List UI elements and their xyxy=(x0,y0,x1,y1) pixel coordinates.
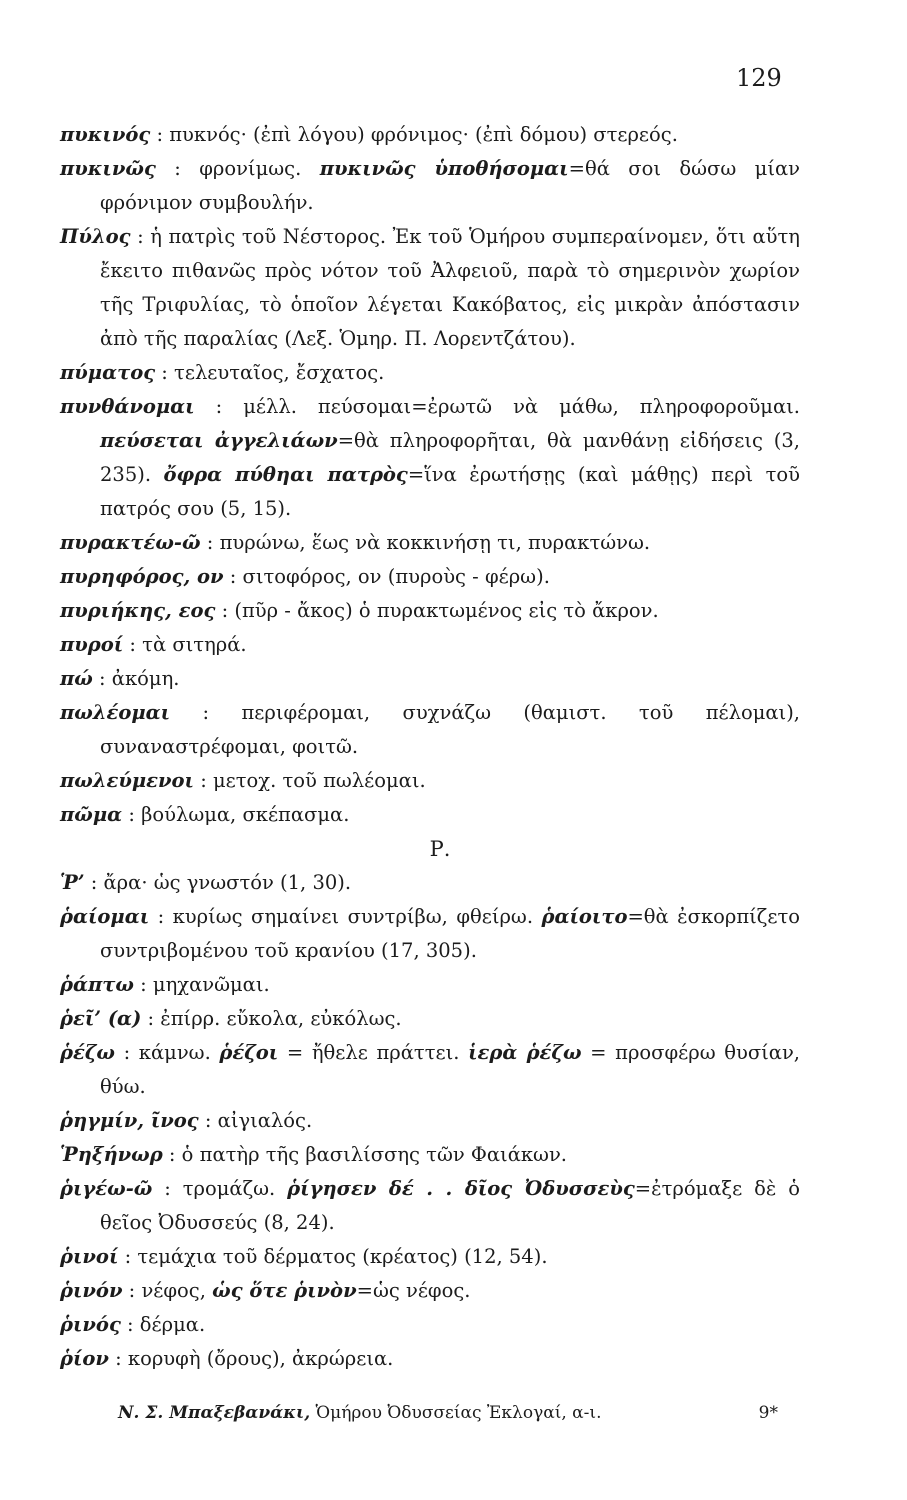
definition: : αἰγιαλός. xyxy=(198,1109,313,1132)
definition: : ἀκόμη. xyxy=(92,667,180,690)
entry-rinos xyxy=(60,1308,800,1342)
entry-pynthanomai xyxy=(60,390,800,526)
entry-pykinos xyxy=(60,118,800,152)
definition: : τεμάχια τοῦ δέρματος (κρέατος) (12, 54). xyxy=(118,1245,548,1268)
quotation: ῥέζοι xyxy=(219,1041,279,1064)
definition: =θὰ ἐσκορπίζετο συντριβομένου τοῦ κρανίου (17, 305). xyxy=(100,905,800,962)
entry-poleumenoi xyxy=(60,764,800,798)
headword: πυροί xyxy=(60,633,124,656)
footer-author: Ν. Σ. Μπαξεβανάκι, xyxy=(118,1403,311,1423)
entry-pylos xyxy=(60,220,800,356)
definition: : τελευταῖος, ἔσχατος. xyxy=(155,361,385,384)
headword: πυρηφόρος, ον xyxy=(60,565,224,588)
headword: ῥινοί xyxy=(60,1245,119,1268)
headword: ῥινός xyxy=(60,1313,121,1336)
definition: =ὡς νέφος. xyxy=(356,1279,471,1302)
definition: : τρομάζω. xyxy=(152,1177,288,1200)
quotation: ὡς ὅτε ῥινὸν xyxy=(212,1279,357,1302)
entry-rexenor xyxy=(60,1138,800,1172)
headword: πυριήκης, εος xyxy=(60,599,216,622)
quotation: ῥίγησεν δέ . . δῖος Ὀδυσσεὺς xyxy=(287,1177,635,1200)
quotation: πεύσεται ἀγγελιάων xyxy=(100,429,338,452)
definition: : περιφέρομαι, συχνάζω (θαμιστ. τοῦ πέλομαι), συναναστρέφομαι, φοιτῶ. xyxy=(100,701,800,758)
definition: : κυρίως σημαίνει συντρίβω, φθείρω. xyxy=(149,905,542,928)
headword: ῥεῖ’ (α) xyxy=(60,1007,142,1030)
definition: =θά σοι δώσω μίαν φρόνιμον συμβουλήν. xyxy=(100,157,801,214)
headword: Ῥηξήνωρ xyxy=(60,1143,163,1166)
entry-rigeo xyxy=(60,1172,800,1240)
definition: : τὰ σιτηρά. xyxy=(123,633,247,656)
headword: ῥέζω xyxy=(60,1041,115,1064)
definition: = προσφέρω θυσίαν, θύω. xyxy=(100,1041,800,1098)
headword: πυκινῶς xyxy=(60,157,156,180)
definition: : σιτοφόρος, ον (πυροὺς - φέρω). xyxy=(223,565,550,588)
definition: : νέφος, xyxy=(122,1279,213,1302)
definition: : φρονίμως. xyxy=(155,157,320,180)
headword: Πύλος xyxy=(60,225,131,248)
headword: πωλεύμενοι xyxy=(60,769,194,792)
definition: : ἡ πατρὶς τοῦ Νέστορος. Ἐκ τοῦ Ὁμήρου συμπεραίνομεν, ὅτι αὕτη ἔκειτο πιθανῶς πρὸς νότον τοῦ Ἀλφειοῦ, παρὰ τὸ σημερινὸν χωρίον τῆς Τριφυλίας, τὸ ὁποῖον λέγεται Κακόβατος, εἰς μικρὰν ἀπόστασιν ἀπὸ τῆς παραλίας (Λεξ. Ὁμηρ. Π. Λορεντζάτου). xyxy=(100,225,800,350)
definition: : (πῦρ - ἄκος) ὁ πυρακτωμένος εἰς τὸ ἄκρον. xyxy=(215,599,659,622)
entry-pymatos xyxy=(60,356,800,390)
entry-pyrephoros xyxy=(60,560,800,594)
headword: ῥάπτω xyxy=(60,973,134,996)
entry-po xyxy=(60,662,800,696)
entry-rinoi xyxy=(60,1240,800,1274)
entry-pyrakteo xyxy=(60,526,800,560)
headword: πῶμα xyxy=(60,803,123,826)
headword: Ῥ’ xyxy=(60,871,85,894)
page-footer xyxy=(118,1403,778,1423)
definition: : κορυφὴ (ὄρους), ἀκρώρεια. xyxy=(108,1347,394,1370)
headword: ῥινόν xyxy=(60,1279,123,1302)
entry-rezo xyxy=(60,1036,800,1104)
definition: : ἐπίρρ. εὔκολα, εὐκόλως. xyxy=(141,1007,402,1030)
headword: ῥιγέω-ῶ xyxy=(60,1177,153,1200)
headword: πυκινός xyxy=(60,123,151,146)
definition: =ἵνα ἐρωτήσῃς (καὶ μάθῃς) περὶ τοῦ πατρός σου (5, 15). xyxy=(100,463,800,520)
definition: : πυρώνω, ἕως νὰ κοκκινήσῃ τι, πυρακτώνω. xyxy=(200,531,651,554)
quotation: ὄφρα πύθηαι πατρὸς xyxy=(163,463,408,486)
definition: =θὰ πληροφορῆται, θὰ μανθάνῃ εἰδήσεις (3, 235). xyxy=(100,429,801,486)
entry-pyroi xyxy=(60,628,800,662)
footer-title: Ὁμήρου Ὀδυσσείας Ἐκλογαί, α-ι. xyxy=(315,1403,602,1423)
definition: : μετοχ. τοῦ πωλέομαι. xyxy=(194,769,426,792)
entry-rinon xyxy=(60,1274,800,1308)
entry-poma xyxy=(60,798,800,832)
quotation: ἱερὰ ῥέζω xyxy=(468,1041,582,1064)
definition: : ὁ πατὴρ τῆς βασιλίσσης τῶν Φαιάκων. xyxy=(162,1143,568,1166)
headword: ῥίον xyxy=(60,1347,109,1370)
headword: ῥηγμίν, ῖνος xyxy=(60,1109,199,1132)
definition: = ἤθελε πράττει. xyxy=(278,1041,469,1064)
definition: : μέλλ. πεύσομαι=ἐρωτῶ νὰ μάθω, πληροφοροῦμαι. xyxy=(194,395,800,418)
headword: ῥαίομαι xyxy=(60,905,150,928)
dictionary-entries xyxy=(60,118,800,1376)
definition: : βούλωμα, σκέπασμα. xyxy=(122,803,350,826)
section-letter: Ρ. xyxy=(429,837,451,861)
quotation: ῥαίοιτο xyxy=(541,905,628,928)
headword: πυρακτέω-ῶ xyxy=(60,531,201,554)
definition: : ἄρα· ὡς γνωστόν (1, 30). xyxy=(84,871,352,894)
page-number: 129 xyxy=(736,64,782,92)
entry-raiomai xyxy=(60,900,800,968)
entry-regmin xyxy=(60,1104,800,1138)
definition: : μηχανῶμαι. xyxy=(133,973,270,996)
entry-r-ara xyxy=(60,866,800,900)
quotation: πυκινῶς ὑποθήσομαι xyxy=(319,157,569,180)
entry-pykinos-adverb xyxy=(60,152,800,220)
definition: : κάμνω. xyxy=(114,1041,220,1064)
entry-pyriekes xyxy=(60,594,800,628)
entry-rapto xyxy=(60,968,800,1002)
headword: πώ xyxy=(60,667,93,690)
definition: : πυκνός· (ἐπὶ λόγου) φρόνιμος· (ἐπὶ δόμου) στερεός. xyxy=(150,123,678,146)
definition: =ἐτρόμαξε δὲ ὁ θεῖος Ὀδυσσεύς (8, 24). xyxy=(100,1177,801,1234)
footer-signature: 9* xyxy=(758,1403,778,1423)
entry-rion xyxy=(60,1342,800,1376)
entry-rei xyxy=(60,1002,800,1036)
definition: : δέρμα. xyxy=(120,1313,206,1336)
headword: πωλέομαι xyxy=(60,701,171,724)
entry-poleomai xyxy=(60,696,800,764)
footer-citation xyxy=(118,1403,601,1423)
headword: πυνθάνομαι xyxy=(60,395,195,418)
headword: πύματος xyxy=(60,361,156,384)
